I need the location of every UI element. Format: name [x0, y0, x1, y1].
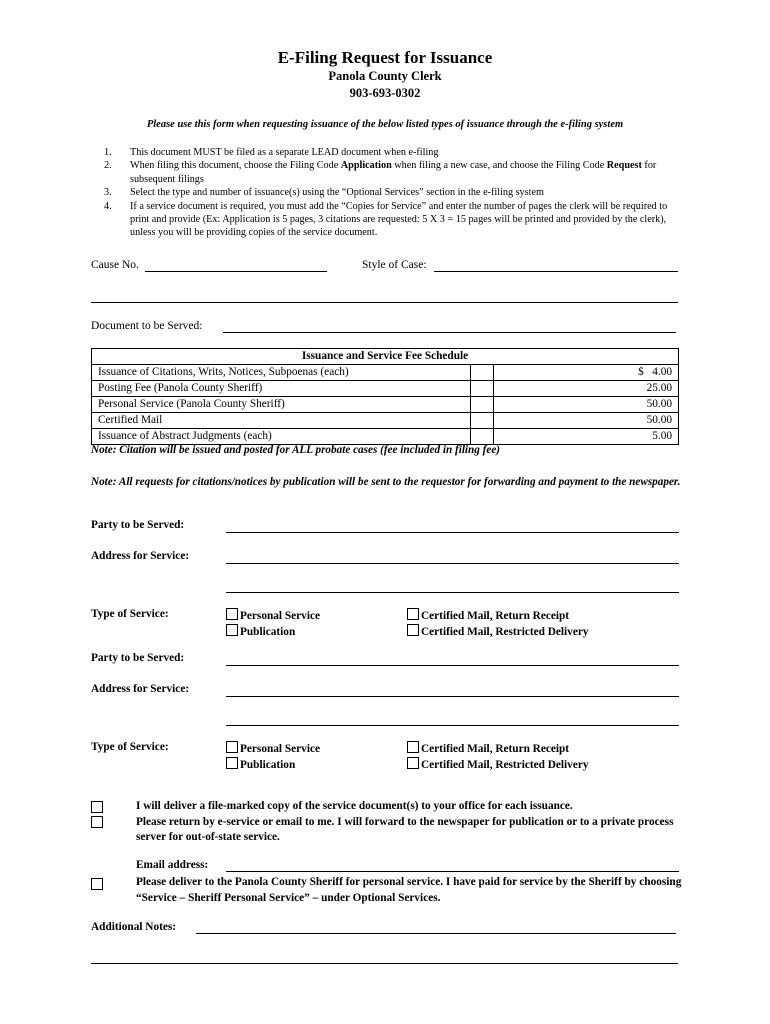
instruction-text: When filing this document, choose the Filing Code	[130, 160, 341, 172]
cause-no-field[interactable]	[145, 271, 327, 272]
instruction-text: for subsequent filings	[130, 160, 657, 185]
fee-table-title: Issuance and Service Fee Schedule	[92, 349, 679, 365]
additional-notes-field[interactable]	[196, 933, 676, 934]
email-address-field[interactable]	[226, 871, 679, 872]
fee-amount: 50.00	[494, 397, 679, 413]
certified-mail-return-receipt-checkbox[interactable]	[407, 741, 419, 753]
fee-label: Certified Mail	[92, 413, 471, 429]
publication-label: Publication	[240, 759, 296, 771]
email-address-label: Email address:	[136, 859, 209, 871]
instruction-item	[104, 186, 684, 199]
fee-quantity-cell[interactable]	[471, 365, 494, 381]
publication-option[interactable]	[226, 757, 295, 771]
fee-label: Posting Fee (Panola County Sheriff)	[92, 381, 471, 397]
cause-no-label: Cause No.	[91, 259, 139, 271]
fee-quantity-cell[interactable]	[471, 413, 494, 429]
deliver-copy-text: I will deliver a file-marked copy of the service document(s) to your office for each issuance.	[136, 800, 573, 812]
fee-row	[92, 365, 679, 381]
address-for-service-field[interactable]	[226, 696, 679, 697]
address-for-service-field-line2[interactable]	[226, 592, 679, 593]
additional-notes-label: Additional Notes:	[91, 921, 177, 933]
form-title: E-Filing Request for Issuance	[277, 48, 493, 67]
deliver-copy-checkbox[interactable]	[91, 801, 103, 813]
fee-label: Issuance of Citations, Writs, Notices, Subpoenas (each)	[92, 365, 471, 381]
document-to-be-served-label: Document to be Served:	[91, 320, 203, 332]
publication-checkbox[interactable]	[226, 757, 238, 769]
style-of-case-field[interactable]	[434, 271, 678, 272]
personal-service-label: Personal Service	[240, 743, 320, 755]
personal-service-option[interactable]	[226, 608, 320, 622]
party-to-be-served-field[interactable]	[226, 665, 679, 666]
certified-mail-restricted-delivery-label: Certified Mail, Restricted Delivery	[421, 759, 589, 771]
fee-amount: 25.00	[494, 381, 679, 397]
address-for-service-field-line2[interactable]	[226, 725, 679, 726]
personal-service-label: Personal Service	[240, 610, 320, 622]
office-name: Panola County Clerk	[328, 69, 442, 83]
party-to-be-served-label: Party to be Served:	[91, 519, 185, 531]
fee-label: Personal Service (Panola County Sheriff)	[92, 397, 471, 413]
personal-service-checkbox[interactable]	[226, 608, 238, 620]
instruction-text: Request	[606, 160, 642, 172]
fee-label: Issuance of Abstract Judgments (each)	[92, 429, 471, 445]
instruction-item	[104, 146, 684, 159]
party-to-be-served-label: Party to be Served:	[91, 652, 185, 664]
style-of-case-field-line2[interactable]	[91, 302, 678, 303]
sheriff-delivery-checkbox[interactable]	[91, 878, 103, 890]
office-phone: 903-693-0302	[349, 86, 421, 100]
certified-mail-restricted-delivery-checkbox[interactable]	[407, 757, 419, 769]
style-of-case-label: Style of Case:	[362, 259, 427, 271]
fee-amount: 50.00	[494, 413, 679, 429]
address-for-service-field[interactable]	[226, 563, 679, 564]
certified-mail-return-receipt-option[interactable]	[407, 608, 569, 622]
publication-checkbox[interactable]	[226, 624, 238, 636]
additional-notes-field-line2[interactable]	[91, 963, 678, 964]
return-by-email-text: Please return by e-service or email to me. I will forward to the newspaper for publication or to a private process server for out-of-state service.	[136, 815, 674, 843]
instruction-number: 1.	[104, 147, 112, 158]
fee-amount: 5.00	[494, 429, 679, 445]
publication-label: Publication	[240, 626, 296, 638]
certified-mail-return-receipt-checkbox[interactable]	[407, 608, 419, 620]
publication-option[interactable]	[226, 624, 295, 638]
instruction-item	[104, 159, 684, 186]
instruction-number: 4.	[104, 200, 112, 212]
personal-service-checkbox[interactable]	[226, 741, 238, 753]
fee-row	[92, 397, 679, 413]
instruction-text: Application	[340, 160, 392, 172]
instruction-text: Select the type and number of issuance(s) using the “Optional Services” section in the e-filing system	[130, 187, 544, 199]
citation-note: Note: Citation will be issued and posted for ALL probate cases (fee included in filing fee)	[91, 444, 501, 456]
certified-mail-return-receipt-label: Certified Mail, Return Receipt	[421, 610, 570, 622]
fee-quantity-cell[interactable]	[471, 429, 494, 445]
certified-mail-return-receipt-label: Certified Mail, Return Receipt	[421, 743, 570, 755]
type-of-service-label: Type of Service:	[91, 608, 169, 620]
certified-mail-restricted-delivery-label: Certified Mail, Restricted Delivery	[421, 626, 589, 638]
instruction-text: This document MUST be filed as a separate LEAD document when e-filing	[130, 147, 439, 158]
instructions-list	[104, 146, 684, 240]
document-to-be-served-field[interactable]	[223, 332, 676, 333]
certified-mail-restricted-delivery-checkbox[interactable]	[407, 624, 419, 636]
certified-mail-restricted-delivery-option[interactable]	[407, 757, 589, 771]
sheriff-delivery-text: Please deliver to the Panola County Sheriff for personal service. I have paid for service by the Sheriff by choosing “Service – Sheriff Personal Service” – under Optional Services.	[136, 876, 682, 904]
fee-quantity-cell[interactable]	[471, 381, 494, 397]
instruction-number: 2.	[104, 160, 112, 172]
fee-amount: $ 4.00	[494, 365, 679, 381]
fee-quantity-cell[interactable]	[471, 397, 494, 413]
type-of-service-label: Type of Service:	[91, 741, 169, 753]
certified-mail-restricted-delivery-option[interactable]	[407, 624, 589, 638]
instruction-text: If a service document is required, you must add the “Copies for Service” and enter the number of pages the clerk will be required to print and provide (Ex: Application is 5 pages, 3 citations are requested: 5 X 3 = 15 pages will be printed and provided by the clerk), unless you will be providing copies of the service document.	[130, 200, 668, 239]
publication-note: Note: All requests for citations/notices by publication will be sent to the requestor for forwarding and payment to the newspaper.	[91, 476, 681, 488]
address-for-service-label: Address for Service:	[91, 550, 190, 562]
fee-row	[92, 381, 679, 397]
address-for-service-label: Address for Service:	[91, 683, 190, 695]
instruction-number: 3.	[104, 187, 112, 199]
fee-row	[92, 413, 679, 429]
certified-mail-return-receipt-option[interactable]	[407, 741, 569, 755]
instruction-item	[104, 200, 684, 240]
return-by-email-checkbox[interactable]	[91, 816, 103, 828]
fee-schedule-table	[91, 348, 679, 445]
intro-text: Please use this form when requesting issuance of the below listed types of issuance through the e-filing system	[146, 119, 624, 130]
party-to-be-served-field[interactable]	[226, 532, 679, 533]
personal-service-option[interactable]	[226, 741, 320, 755]
instruction-text: when filing a new case, and choose the Filing Code	[391, 160, 607, 172]
fee-row	[92, 429, 679, 445]
